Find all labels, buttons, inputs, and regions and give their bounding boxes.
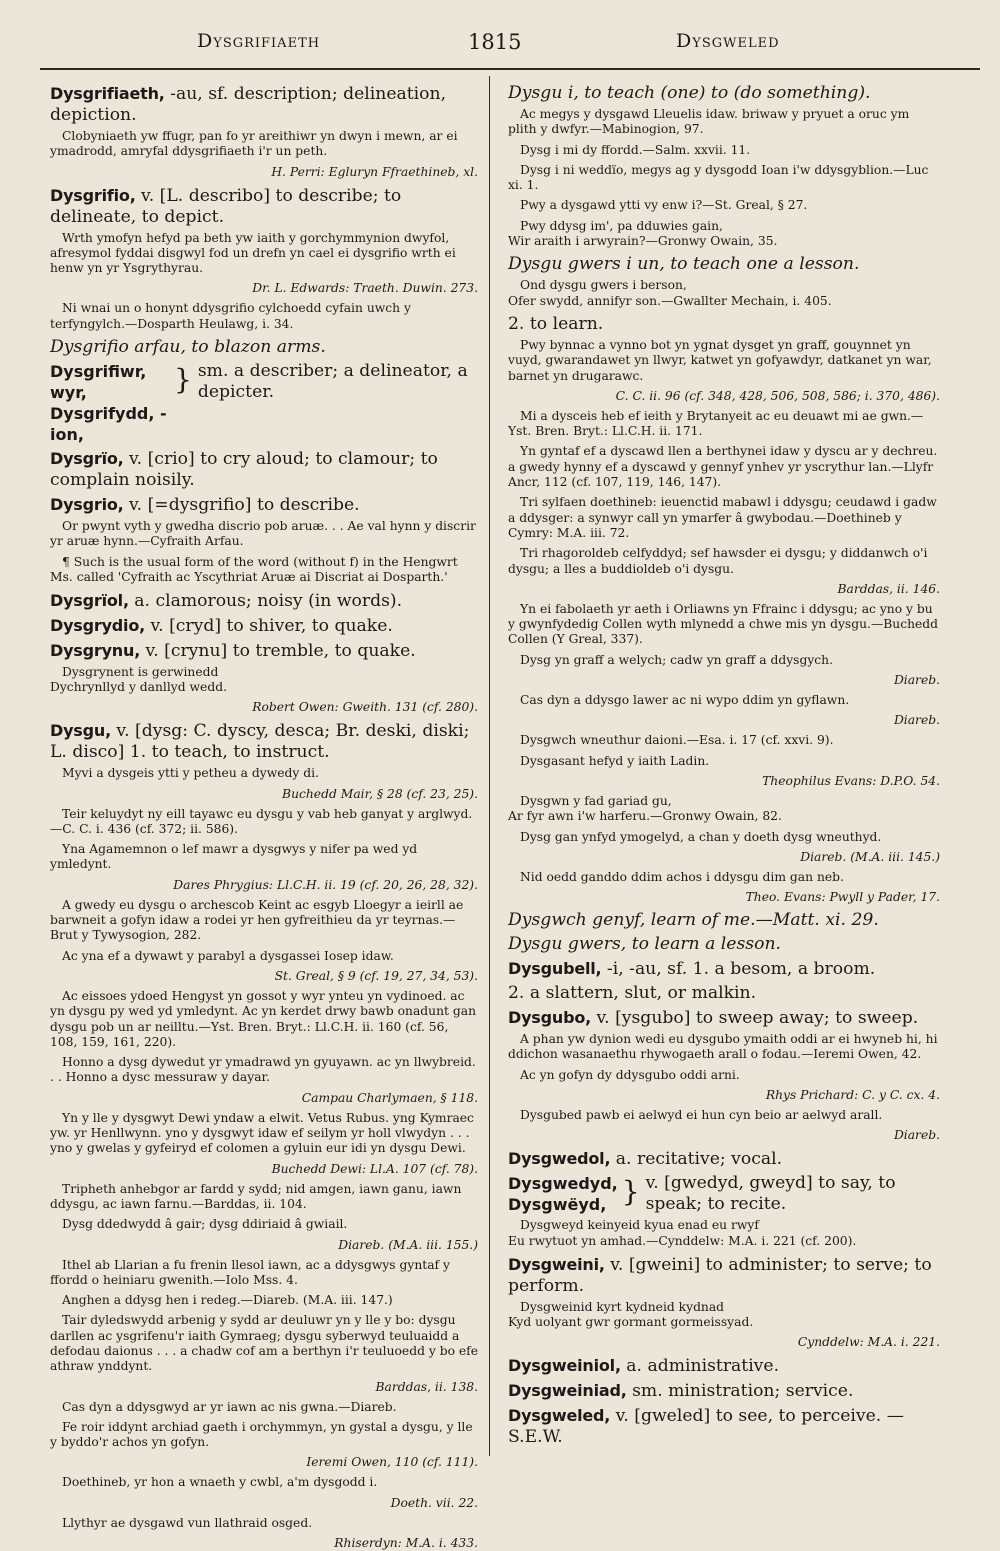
citation-source: St. Greal, § 9 (cf. 19, 27, 34, 53). xyxy=(274,968,478,983)
citation: Pwy bynnac a vynno bot yn ygnat dysget yn graff, gouynnet yn vuyd, gwarandawet yn llwyr, katwet yn gofyawdyr, datkanet yn war, barnet yn drugarawc. xyxy=(508,337,932,383)
definition: v. [L. describo] to describe; to delineate, to depict. xyxy=(50,185,402,227)
citation: Cas dyn a ddysgwyd ar yr iawn ac nis gwna.—Diareb. xyxy=(62,1399,397,1414)
citation: Yna Agamemnon o lef mawr a dysgwys y nifer pa wed yd ymledynt. xyxy=(50,842,418,872)
citation-source: Robert Owen: Gweith. 131 (cf. 280). xyxy=(252,700,478,715)
citation: Ac yna ef a dywawt y parabyl a dysgassei Iosep idaw. xyxy=(62,948,394,963)
headword: Dysgwedol, xyxy=(508,1149,611,1169)
headword: Dysgwëyd, xyxy=(508,1195,607,1215)
citation: Dysgubed pawb ei aelwyd ei hun cyn beio ar aelwyd arall. xyxy=(520,1107,883,1122)
citation: Cas dyn a ddysgo lawer ac ni wypo ddim yn gyflawn. xyxy=(520,693,850,708)
citation-source: Theophilus Evans: D.P.O. 54. xyxy=(762,773,940,788)
citation: Doethineb, yr hon a wnaeth y cwbl, a'm dysgodd i. xyxy=(62,1475,378,1490)
sense-definition: 2. a slattern, slut, or malkin. xyxy=(508,983,757,1004)
headword-pair xyxy=(50,361,170,445)
phrase-entry: Dysgu gwers i un, to teach one a lesson. xyxy=(508,254,860,275)
citation-source: Diareb. xyxy=(893,673,940,688)
phrase-entry: Dysgu gwers, to learn a lesson. xyxy=(508,934,781,955)
phrase-entry: Dysgu i, to teach (one) to (do something). xyxy=(508,83,871,103)
headword-entry xyxy=(508,1380,940,1402)
citation: Dysgwch wneuthur daioni.—Esa. i. 17 (cf. xxvi. 9). xyxy=(520,733,834,748)
citation-source: Buchedd Dewi: Ll.A. 107 (cf. 78). xyxy=(271,1161,478,1176)
left-column xyxy=(50,80,478,1551)
definition: v. [ysgubo] to sweep away; to sweep. xyxy=(591,1008,919,1029)
right-column xyxy=(508,80,940,1460)
citation: Dysgasant hefyd y iaith Ladin. xyxy=(520,753,710,768)
citation: Ac megys y dysgawd Lleuelis idaw. briwaw y pryuet a oruc ym plith y dwfyr.—Mabinogion, 97. xyxy=(508,107,910,137)
citation-source: H. Perri: Egluryn Ffraethineb, xl. xyxy=(271,164,478,179)
definition: v. [=dysgrifio] to describe. xyxy=(123,495,360,516)
citation: Nid oedd ganddo ddim achos i ddysgu dim gan neb. xyxy=(520,869,844,884)
citation: Dysgwn y fad gariad gu, Ar fyr awn i'w harferu.—Gronwy Owain, 82. xyxy=(508,793,782,824)
citation-source: Barddas, ii. 146. xyxy=(837,581,940,596)
definition: -i, -au, sf. 1. a besom, a broom. xyxy=(601,959,876,980)
headword-entry xyxy=(50,185,478,228)
citation: Tri sylfaen doethineb: ieuenctid mabawl i ddysgu; ceudawd i gadw a ddysger: a synwyr call yn ymarfer â gwybodau.—Doethineb y Cymry: M.A. iii. 72. xyxy=(508,495,937,540)
headword: Dysgrïol, xyxy=(50,590,129,610)
definition: v. [gweini] to administer; to serve; to perform. xyxy=(508,1254,932,1296)
headword: Dysgu, xyxy=(50,721,111,741)
citation: Ond dysgu gwers i berson, Ofer swydd, annifyr son.—Gwallter Mechain, i. 405. xyxy=(508,278,832,308)
definition: a. recitative; vocal. xyxy=(610,1149,783,1170)
citation-source: Theo. Evans: Pwyll y Pader, 17. xyxy=(745,890,940,905)
citation: Tair dyledswydd arbenig y sydd ar deuluwr yn y lle y bo: dysgu darllen ac ysgrifenu'r iaith Gymraeg; dysgu syberwyd teuluaidd a defodau daionus . . . a chadw cof am a berthyn i'r teuluoedd y bo efe athraw ynddynt. xyxy=(50,1313,478,1374)
citation-source: Dares Phrygius: Ll.C.H. ii. 19 (cf. 20, 26, 28, 32). xyxy=(173,877,478,892)
citation: Tri rhagoroldeb celfyddyd; sef hawsder ei dysgu; y diddanwch o'i dysgu; a lles a buddioldeb o'i dysgu. xyxy=(508,546,928,576)
headword: Dysgweiniad, xyxy=(508,1381,627,1401)
headword-entry xyxy=(50,720,478,763)
citation-source: Dr. L. Edwards: Traeth. Duwin. 273. xyxy=(252,281,478,296)
definition: v. [crio] to cry aloud; to clamour; to complain noisily. xyxy=(50,449,438,491)
headword-entry xyxy=(50,83,478,126)
citation: Myvi a dysgeis ytti y petheu a dywedy di. xyxy=(62,766,319,781)
citation-source: Rhys Prichard: C. y C. cx. 4. xyxy=(765,1087,940,1102)
citation-source: Diareb. xyxy=(893,713,940,728)
headword-entry xyxy=(50,640,478,662)
citation: Teir keluydyt ny eill tayawc eu dysgu y vab heb ganyat y arglwyd.—C. C. i. 436 (cf. 372; ii. 586). xyxy=(50,806,473,836)
sense-definition: 2. to learn. xyxy=(508,313,604,334)
citation: Ac yn gofyn dy ddysgubo oddi arni. xyxy=(520,1067,740,1082)
citation: Or pwynt vyth y gwedha discrio pob aruæ. . . Ae val hynn y discrir yr aruæ hynn.—Cyfraith Arfau. xyxy=(50,519,476,549)
citation: Dysg i mi dy ffordd.—Salm. xxvii. 11. xyxy=(520,142,751,157)
headword-pair-entry xyxy=(50,361,478,445)
citation: Pwy ddysg im', pa dduwies gain, Wir araith i arwyrain?—Gronwy Owain, 35. xyxy=(508,218,778,249)
headword-entry xyxy=(508,958,940,980)
headword-entry xyxy=(50,590,478,612)
citation: Fe roir iddynt archiad gaeth i orchymmyn, yn gystal a dysgu, y lle y byddo'r achos yn gofyn. xyxy=(50,1419,473,1450)
definition: sm. a describer; a delineator, a depicter. xyxy=(197,361,468,403)
headword-pair-entry xyxy=(508,1173,940,1215)
citation: A gwedy eu dysgu o archescob Keint ac esgyb Lloegyr a ieirll ae barwneit a gofyn idaw a rodei yr hen gyfreithieu da yr teyrnas.—Brut y Tywysogion, 282. xyxy=(50,897,464,943)
citation: Mi a dysceis heb ef ieith y Brytanyeit ac eu deuawt mi ae gwn.—Yst. Bren. Bryt.: Ll.C.H. ii. 171. xyxy=(508,408,924,439)
headword-entry xyxy=(50,494,478,516)
citation-source: Diareb. xyxy=(893,1128,940,1143)
citation-source: Doeth. vii. 22. xyxy=(390,1495,478,1510)
definition: sm. ministration; service. xyxy=(626,1381,854,1402)
headword: Dysgrifydd, -ion, xyxy=(50,404,167,445)
headword: Dysgrïo, xyxy=(50,449,124,469)
headword: Dysgrynu, xyxy=(50,640,141,660)
citation: Yn ei fabolaeth yr aeth i Orliawns yn Ffrainc i ddysgu; ac yno y bu y gwynfydedig Collen wyth mlynedd a chwe mis yn dysgu.—Buchedd Collen (Y Greal, 337). xyxy=(508,601,939,647)
page-number: 1815 xyxy=(468,30,522,54)
definition: a. administrative. xyxy=(620,1356,780,1377)
citation: Wrth ymofyn hefyd pa beth yw iaith y gorchymmynion dwyfol, afresymol fyddai disgwyl fod un drefn yn cael ei dysgrifio wrth ei henw yn yr Ysgrythyrau. xyxy=(50,230,456,276)
brace: } xyxy=(621,1175,640,1209)
citation: Yn y lle y dysgwyt Dewi yndaw a elwit. Vetus Rubus. yng Kymraec yw. yr Henllwynn. yno y dysgwyt idaw ef seilym yr holl vlwydyn . . . yno y gwelas y gyfeiryd ef colomen a gyluin eur idi yn dysgu Dewi. xyxy=(50,1110,474,1156)
headword: Dysgubo, xyxy=(508,1008,592,1028)
brace: } xyxy=(174,363,192,397)
citation-source: C. C. ii. 96 (cf. 348, 428, 506, 508, 586; i. 370, 486). xyxy=(615,388,940,403)
headword-pair xyxy=(508,1173,618,1215)
definition: -au, sf. description; delineation, depiction. xyxy=(50,84,447,125)
definition: v. [dysg: C. dyscy, desca; Br. deski, diski; L. disco] 1. to teach, to instruct. xyxy=(50,721,470,763)
citation: Anghen a ddysg hen i redeg.—Diareb. (M.A. iii. 147.) xyxy=(62,1293,393,1308)
citation-source: Ieremi Owen, 110 (cf. 111). xyxy=(306,1455,478,1470)
headword-entry xyxy=(508,1355,940,1377)
definition: v. [cryd] to shiver, to quake. xyxy=(145,615,393,636)
headword: Dysgrifiwr, wyr, xyxy=(50,362,147,403)
citation: Dysgrynent is gerwinedd Dychrynllyd y danllyd wedd. xyxy=(50,664,227,694)
citation-source: Cynddelw: M.A. i. 221. xyxy=(797,1335,940,1350)
usage-note: ¶ Such is the usual form of the word (without f) in the Hengwrt Ms. called 'Cyfraith ac Yscythriat Aruæ ai Discriat ai Dosparth.' xyxy=(50,554,458,584)
citation: Ac eissoes ydoed Hengyst yn gossot y wyr ynteu yn vydinoed. ac yn dysgu py wed yd ymledynt. Ac yn kerdet drwy bawb onadunt gan dysgu pob un ar neilltu.—Yst. Bren. Bryt.: Ll.C.H. ii. 160 (cf. 56, 108, 159, 161, 220). xyxy=(50,988,476,1049)
running-head-right: Dysgweled xyxy=(676,30,780,52)
definition: v. [gweled] to see, to perceive. —S.E.W. xyxy=(508,1406,904,1448)
citation-source: Rhiserdyn: M.A. i. 433. xyxy=(334,1536,478,1551)
citation: Dysgweyd keinyeid kyua enad eu rwyf Eu rwytuot yn amhad.—Cynddelw: M.A. i. 221 (cf. 200). xyxy=(508,1218,857,1248)
citation-source: Diareb. (M.A. iii. 155.) xyxy=(338,1237,478,1252)
column-divider xyxy=(489,76,490,1456)
citation-source: Barddas, ii. 138. xyxy=(375,1379,478,1394)
definition: v. [crynu] to tremble, to quake. xyxy=(140,640,416,661)
citation: Dysg ddedwydd â gair; dysg ddiriaid â gwiail. xyxy=(62,1217,348,1232)
headword: Dysgweled, xyxy=(508,1406,611,1426)
headword-entry xyxy=(508,1405,940,1448)
citation: Pwy a dysgawd ytti vy enw i?—St. Greal, § 27. xyxy=(520,198,808,213)
headword-entry xyxy=(508,1148,940,1170)
citation-source: Buchedd Mair, § 28 (cf. 23, 25). xyxy=(282,786,478,801)
headword: Dysgweini, xyxy=(508,1254,605,1274)
phrase-entry: Dysgwch genyf, learn of me.—Matt. xi. 29. xyxy=(508,910,879,931)
headword-entry xyxy=(50,448,478,491)
citation: A phan yw dynion wedi eu dysgubo ymaith oddi ar ei hwyneb hi, hi ddichon wasanaethu rhywogaeth arall o fodau.—Ieremi Owen, 42. xyxy=(508,1032,938,1062)
citation-source: Campau Charlymaen, § 118. xyxy=(301,1090,478,1105)
citation: Honno a dysg dywedut yr ymadrawd yn gyuyawn. ac yn llwybreid. . . Honno a dysc messuraw y dayar. xyxy=(50,1055,476,1085)
headword: Dysgrio, xyxy=(50,495,124,515)
citation: Yn gyntaf ef a dyscawd llen a berthynei idaw y dyscu ar y dechreu. a gwedy hynny ef a dyscawd y gennyf ynhev yr yscrythur lan.—Llyfr Ancr, 112 (cf. 107, 119, 146, 147). xyxy=(508,444,938,490)
running-head-left: Dysgrifiaeth xyxy=(197,30,321,52)
header-rule xyxy=(40,68,980,70)
headword: Dysgubell, xyxy=(508,959,602,979)
headword: Dysgweiniol, xyxy=(508,1356,621,1376)
headword: Dysgrydio, xyxy=(50,615,146,635)
citation: Ni wnai un o honynt ddysgrifio cylchoedd cyfain uwch y terfyngylch.—Dosparth Heulawg, i. 34. xyxy=(50,301,411,331)
citation: Dysgweinid kyrt kydneid kydnad Kyd uolyant gwr gormant gormeissyad. xyxy=(508,1299,754,1330)
phrase-entry: Dysgrifio arfau, to blazon arms. xyxy=(50,337,326,358)
definition: a. clamorous; noisy (in words). xyxy=(128,590,403,611)
citation-source: Diareb. (M.A. iii. 145.) xyxy=(800,849,940,864)
citation: Dysg i ni weddïo, megys ag y dysgodd Ioan i'w ddysgyblion.—Luc xi. 1. xyxy=(508,162,929,193)
citation: Clobyniaeth yw ffugr, pan fo yr areithiwr yn dwyn i mewn, ar ei ymadrodd, amryfal ddysgrifiaeth i'r un peth. xyxy=(50,129,458,159)
headword: Dysgrifiaeth, xyxy=(50,84,165,103)
headword-entry xyxy=(508,1007,940,1029)
headword-entry xyxy=(508,1254,940,1297)
citation: Ithel ab Llarian a fu frenin llesol iawn, ac a ddysgwys gyntaf y ffordd o heiniaru gwenith.—Iolo Mss. 4. xyxy=(50,1257,450,1287)
citation: Tripheth anhebgor ar fardd y sydd; nid amgen, iawn ganu, iawn ddysgu, ac iawn farnu.—Barddas, ii. 104. xyxy=(50,1181,462,1211)
citation: Llythyr ae dysgawd vun llathraid osged. xyxy=(62,1515,313,1530)
definition: v. [gwedyd, gweyd] to say, to speak; to recite. xyxy=(645,1173,896,1215)
headword-entry xyxy=(50,615,478,637)
headword: Dysgwedyd, xyxy=(508,1174,618,1194)
headword: Dysgrifio, xyxy=(50,185,136,205)
citation: Dysg gan ynfyd ymogelyd, a chan y doeth dysg wneuthyd. xyxy=(520,829,882,844)
citation: Dysg yn graff a welych; cadw yn graff a ddysgych. xyxy=(520,652,833,667)
